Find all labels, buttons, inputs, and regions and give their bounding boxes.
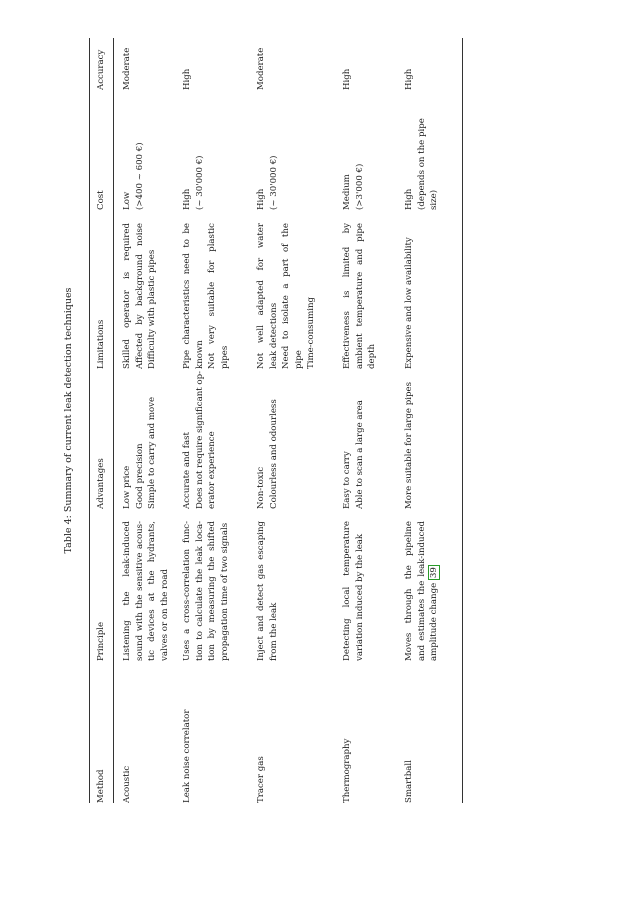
cell-line: (~ 30'000 €)	[194, 155, 205, 210]
header-rule	[113, 38, 114, 803]
cell-line: High	[182, 188, 192, 210]
cell-line: ambient temperature and pipe	[354, 223, 365, 369]
cell-line: Skilled operator is required	[122, 223, 132, 369]
accuracy-cell	[255, 38, 268, 90]
cell-line: depth	[367, 343, 378, 369]
method-cell	[403, 675, 416, 803]
cell-line: Moderate	[122, 47, 132, 90]
table-caption: Table 4: Summary of current leak detection techniques	[63, 287, 74, 554]
cell-line: Accurate and fast	[182, 432, 192, 509]
method-cell	[121, 675, 134, 803]
cost-cell	[255, 110, 280, 210]
cell-line: valves or on the road	[159, 569, 170, 661]
cost-cell	[121, 110, 146, 210]
advantages-cell	[255, 374, 280, 509]
cell-line: sound with the sensitive acous-	[134, 521, 145, 661]
cell-line: Difficulty with plastic pipes	[147, 249, 158, 369]
cell-line: Moderate	[256, 47, 266, 90]
limitations-cell	[403, 223, 416, 369]
rotated-table-page	[63, 38, 463, 803]
accuracy-cell	[341, 38, 354, 90]
cell-line: Medium	[342, 174, 352, 210]
cell-line: Time-consuming	[306, 296, 317, 369]
cell-line: High	[404, 188, 414, 210]
cell-line: More suitable for large pipes	[404, 382, 414, 509]
cell-line: (depends on the pipe	[416, 118, 427, 210]
citation-link[interactable]: 39	[429, 567, 440, 579]
advantages-cell	[403, 374, 416, 509]
cost-cell	[341, 110, 366, 210]
method-cell	[255, 675, 268, 803]
cell-line: Low	[122, 191, 132, 210]
cell-line: amplitude change 39	[429, 567, 440, 661]
cell-line: Not well adapted for water	[256, 223, 266, 369]
cell-line: Colourless and odourless	[268, 399, 279, 509]
header-limitations: Limitations	[96, 319, 106, 369]
cell-line: Effectiveness is limited by	[342, 223, 352, 369]
accuracy-cell	[181, 38, 194, 90]
cell-line: tion by measuring the shifted	[207, 521, 218, 661]
limitations-cell	[341, 223, 379, 369]
cell-line: tion to calculate the leak loca-	[194, 521, 205, 661]
principle-cell	[255, 521, 280, 661]
cell-line: (>3'000 €)	[354, 163, 365, 210]
accuracy-cell	[403, 38, 416, 90]
principle-cell	[121, 521, 171, 661]
cell-line: High	[256, 188, 266, 210]
cell-line: Expensive and low availability	[404, 237, 414, 369]
header-principle: Principle	[96, 621, 106, 661]
limitations-cell	[121, 223, 159, 369]
method-cell	[341, 675, 354, 803]
cost-cell	[403, 110, 441, 210]
cell-line: Simple to carry and move	[147, 396, 158, 509]
advantages-cell	[181, 371, 219, 509]
cell-line: Not very suitable for plastic	[207, 223, 218, 369]
cell-line: Listening the leak-induced	[122, 521, 132, 661]
header-advantages: Advantages	[96, 458, 106, 509]
accuracy-cell	[121, 38, 134, 90]
cell-line: Moves through the pipeline	[404, 521, 414, 661]
cell-line: Leak noise correlator	[182, 709, 192, 803]
cell-line: Need to isolate a part of the	[281, 223, 292, 369]
cell-line: Uses a cross-correlation func-	[182, 521, 192, 661]
cell-line: Inject and detect gas escaping	[256, 521, 266, 661]
advantages-cell	[121, 374, 159, 509]
header-cost: Cost	[96, 190, 106, 210]
cell-line: Acoustic	[122, 765, 132, 803]
cell-line: known	[194, 340, 205, 369]
cell-line: Able to scan a large area	[354, 400, 365, 509]
principle-cell	[341, 521, 366, 661]
cost-cell	[181, 110, 206, 210]
header-accuracy: Accuracy	[96, 49, 106, 90]
cell-line: variation induced by the leak	[354, 533, 365, 661]
cell-line: Thermography	[342, 738, 352, 803]
cell-line: High	[404, 68, 414, 90]
cell-line: Smartball	[404, 760, 414, 803]
cell-line: High	[182, 68, 192, 90]
cell-line: Tracer gas	[256, 756, 266, 803]
header-method: Method	[96, 769, 106, 803]
cell-line: erator experience	[207, 431, 218, 509]
cell-line: Low price	[122, 465, 132, 509]
cell-line: Easy to carry	[342, 451, 352, 509]
cell-line: (~ 30'000 €)	[268, 155, 279, 210]
top-rule	[89, 38, 90, 803]
cell-line: Detecting local temperature	[342, 521, 352, 661]
cell-line: Pipe characteristics need to be	[182, 223, 192, 369]
cell-line: pipes	[219, 345, 230, 369]
cell-line: Non-toxic	[256, 466, 266, 509]
cell-line: High	[342, 68, 352, 90]
cell-line: and estimates the leak-induced	[416, 521, 427, 661]
cell-line: size)	[429, 189, 440, 210]
cell-line: (>400 ~ 600 €)	[134, 142, 145, 210]
cell-line: from the leak	[268, 602, 279, 661]
cell-line: Does not require significant op-	[194, 371, 205, 509]
cell-line: pipe	[293, 350, 304, 369]
cell-line: propagation time of two signals	[219, 522, 230, 661]
cell-line: Good precision	[134, 443, 145, 509]
bottom-rule	[462, 38, 463, 803]
cell-line: leak detections	[268, 302, 279, 369]
limitations-cell	[255, 223, 318, 369]
cell-line: tic devices at the hydrants,	[147, 521, 158, 661]
limitations-cell	[181, 223, 231, 369]
advantages-cell	[341, 374, 366, 509]
principle-cell	[181, 521, 231, 661]
principle-cell	[403, 521, 441, 661]
method-cell	[181, 675, 194, 803]
cell-line: Affected by background noise	[134, 223, 145, 369]
